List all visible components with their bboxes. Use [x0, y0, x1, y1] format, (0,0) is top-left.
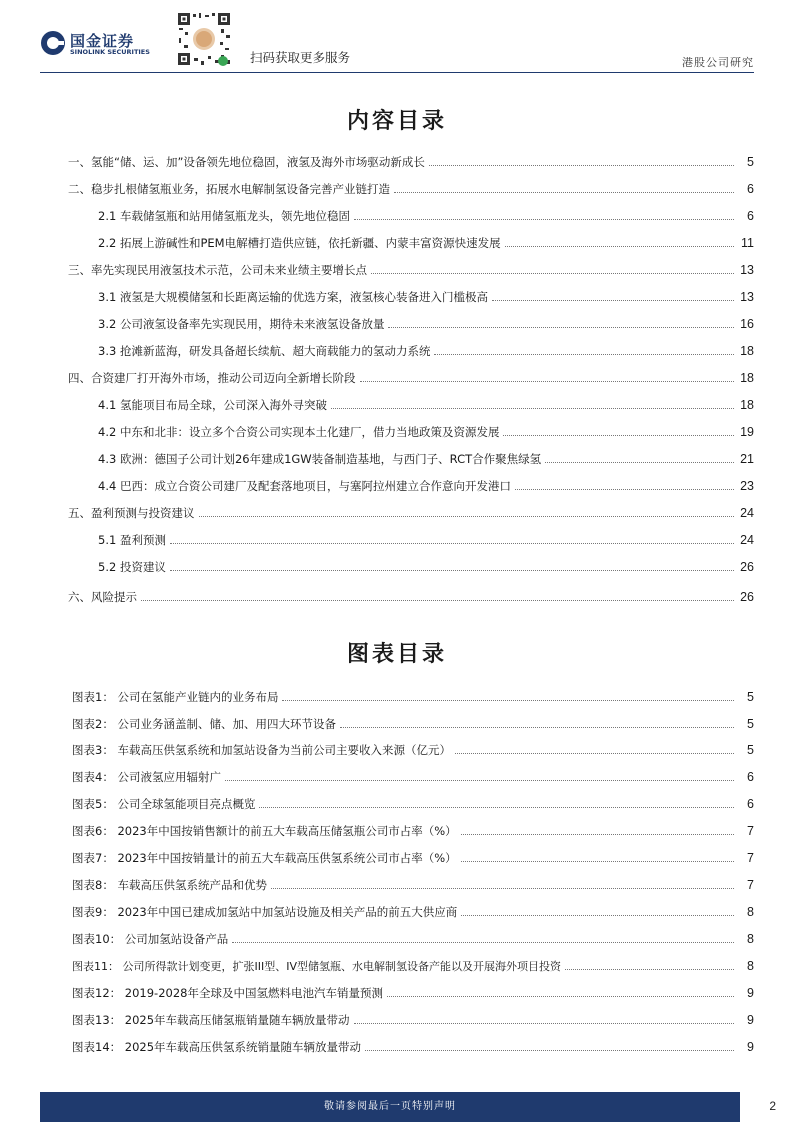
toc-leader [565, 969, 734, 970]
page-number: 2 [769, 1099, 776, 1113]
toc-leader [461, 915, 734, 916]
figure-entry-label: 图表9： 2023年中国已建成加氢站中加氢站设施及相关产品的前五大供应商 [72, 905, 458, 919]
figure-entry-label: 图表12： 2019-2028年全球及中国氢燃料电池汽车销量预测 [72, 986, 383, 1000]
figure-entry-label: 图表3： 车载高压供氢系统和加氢站设备为当前公司主要收入来源（亿元） [72, 743, 451, 757]
toc-entry-label: 3.3 抢滩新蓝海，研发具备超长续航、超大商载能力的氢动力系统 [98, 344, 431, 358]
toc-entry-page: 13 [740, 290, 754, 304]
figure-entry-label: 图表10： 公司加氢站设备产品 [72, 932, 229, 946]
toc-leader [461, 834, 734, 835]
figure-entry[interactable] [72, 956, 754, 976]
toc-leader [388, 327, 734, 328]
toc-entry-label: 4.1 氢能项目布局全球，公司深入海外寻突破 [98, 398, 327, 412]
figure-entry-label: 图表11： 公司所得款计划变更，扩张III型、IV型储氢瓶、水电解制氢设备产能以及开展海外项目投资 [72, 960, 561, 973]
figure-entry-page: 9 [747, 1040, 754, 1054]
figure-entry-page: 5 [747, 717, 754, 731]
figure-entry-page: 7 [747, 878, 754, 892]
toc-entry-page: 6 [747, 182, 754, 196]
figure-entry[interactable] [72, 929, 754, 949]
figure-entry-page: 8 [747, 905, 754, 919]
toc-entry-label: 四、合资建厂打开海外市场，推动公司迈向全新增长阶段 [68, 371, 356, 385]
figure-entry[interactable] [72, 1037, 754, 1057]
toc-entry-label: 5.2 投资建议 [98, 560, 166, 574]
figure-entry-page: 6 [747, 797, 754, 811]
toc-entry[interactable] [68, 587, 754, 607]
toc-leader [492, 300, 734, 301]
toc-entry[interactable] [68, 179, 754, 199]
toc-entry[interactable] [68, 368, 754, 388]
toc-leader [365, 1050, 734, 1051]
toc-entry-label: 4.3 欧洲：德国子公司计划26年建成1GW装备制造基地，与西门子、RCT合作聚焦绿氢 [98, 452, 542, 466]
figure-entry-page: 7 [747, 851, 754, 865]
figure-entry-page: 9 [747, 986, 754, 1000]
toc-leader [360, 381, 735, 382]
toc-entry-label: 三、率先实现民用液氢技术示范，公司未来业绩主要增长点 [68, 263, 367, 277]
footer-disclaimer: 敬请参阅最后一页特别声明 [324, 1101, 456, 1112]
toc-entry-label: 一、氢能“储、运、加”设备领先地位稳固，液氢及海外市场驱动新成长 [68, 155, 425, 169]
toc-entry-label: 3.1 液氢是大规模储氢和长距离运输的优选方案，液氢核心装备进入门槛极高 [98, 290, 488, 304]
logo-english-name: SINOLINK SECURITIES [70, 48, 150, 56]
toc-leader [354, 1023, 734, 1024]
figure-entry-page: 7 [747, 824, 754, 838]
toc-entry[interactable] [98, 206, 754, 226]
toc-entry-label: 六、风险提示 [68, 590, 137, 604]
page-header [0, 0, 794, 75]
toc-leader [170, 570, 734, 571]
toc-entry-label: 3.2 公司液氢设备率先实现民用，期待未来液氢设备放量 [98, 317, 385, 331]
toc-entry-label: 4.4 巴西：成立合资公司建厂及配套落地项目，与塞阿拉州建立合作意向开发港口 [98, 479, 511, 493]
toc-leader [282, 700, 734, 701]
figure-entry-page: 8 [747, 932, 754, 946]
toc-leader [434, 354, 734, 355]
toc-entry[interactable] [98, 314, 754, 334]
toc-leader [225, 780, 734, 781]
toc-leader [232, 942, 734, 943]
toc-entry[interactable] [98, 530, 754, 550]
toc-entry-page: 21 [740, 452, 754, 466]
toc-entry-page: 23 [740, 479, 754, 493]
toc-entry-label: 2.1 车载储氢瓶和站用储氢瓶龙头，领先地位稳固 [98, 209, 350, 223]
toc-leader [259, 807, 734, 808]
figure-entry-label: 图表14： 2025年车载高压供氢系统销量随车辆放量带动 [72, 1040, 362, 1054]
toc-entry-page: 16 [740, 317, 754, 331]
toc-leader [394, 192, 734, 193]
report-type-label: 港股公司研究 [682, 56, 754, 69]
toc-title: 内容目录 [346, 108, 447, 134]
figure-entry-page: 9 [747, 1013, 754, 1027]
toc-entry-page: 19 [740, 425, 754, 439]
toc-entry-page: 24 [740, 533, 754, 547]
logo-chinese-name: 国金证券 [70, 32, 135, 50]
toc-entry-page: 18 [740, 371, 754, 385]
toc-entry[interactable] [68, 260, 754, 280]
figure-entry-label: 图表8： 车载高压供氢系统产品和优势 [72, 878, 267, 892]
figure-entry[interactable] [72, 821, 754, 841]
figure-entry-label: 图表13： 2025年车载高压储氢瓶销量随车辆放量带动 [72, 1013, 350, 1027]
toc-leader [545, 462, 734, 463]
figure-entry[interactable] [72, 875, 754, 895]
toc-entry[interactable] [98, 287, 754, 307]
figure-entry-label: 图表5： 公司全球氢能项目亮点概览 [72, 797, 256, 811]
toc-entry[interactable] [98, 476, 754, 496]
toc-leader [505, 246, 734, 247]
toc-leader [387, 996, 734, 997]
toc-entry-label: 5.1 盈利预测 [98, 533, 166, 547]
toc-entry-page: 26 [740, 590, 754, 604]
company-logo [40, 26, 155, 60]
toc-leader [331, 408, 734, 409]
toc-leader [199, 516, 735, 517]
toc-entry-page: 24 [740, 506, 754, 520]
figure-entry-label: 图表6： 2023年中国按销售额计的前五大车载高压储氢瓶公司市占率（%） [72, 824, 457, 838]
figure-entry-label: 图表1： 公司在氢能产业链内的业务布局 [72, 690, 279, 704]
toc-entry[interactable] [98, 233, 754, 253]
qr-code-icon[interactable] [175, 10, 233, 68]
toc-entry[interactable] [98, 422, 754, 442]
toc-entry-page: 11 [741, 236, 754, 250]
figures-title: 图表目录 [346, 641, 447, 667]
toc-leader [340, 727, 734, 728]
toc-entry-label: 2.2 拓展上游碱性和PEM电解槽打造供应链，依托新疆、内蒙丰富资源快速发展 [98, 236, 501, 250]
figure-entry[interactable] [72, 794, 754, 814]
toc-leader [371, 273, 734, 274]
toc-leader [271, 888, 734, 889]
toc-entry[interactable] [98, 395, 754, 415]
figure-entry-page: 6 [747, 770, 754, 784]
toc-leader [503, 435, 734, 436]
sinolink-logo-icon [40, 30, 66, 56]
figure-entry[interactable] [72, 1010, 754, 1030]
toc-leader [461, 861, 734, 862]
figure-entry[interactable] [72, 687, 754, 707]
figure-entry[interactable] [72, 767, 754, 787]
toc-leader [354, 219, 734, 220]
toc-entry[interactable] [98, 341, 754, 361]
toc-entry[interactable] [68, 503, 754, 523]
toc-entry-page: 5 [747, 155, 754, 169]
toc-entry-label: 二、稳步扎根储氢瓶业务，拓展水电解制氢设备完善产业链打造 [68, 182, 390, 196]
toc-leader [455, 753, 734, 754]
toc-entry-page: 18 [740, 344, 754, 358]
header-divider [40, 72, 754, 73]
toc-leader [515, 489, 734, 490]
qr-caption: 扫码获取更多服务 [250, 50, 351, 65]
figure-entry[interactable] [72, 902, 754, 922]
toc-entry-page: 13 [740, 263, 754, 277]
toc-entry-label: 五、盈利预测与投资建议 [68, 506, 195, 520]
toc-leader [429, 165, 734, 166]
toc-leader [170, 543, 734, 544]
figure-entry-page: 5 [747, 690, 754, 704]
figure-entry[interactable] [72, 740, 754, 760]
figure-entry[interactable] [72, 983, 754, 1003]
figure-entry[interactable] [72, 848, 754, 868]
figure-entry-label: 图表7： 2023年中国按销量计的前五大车载高压供氢系统公司市占率（%） [72, 851, 457, 865]
toc-entry[interactable] [98, 449, 754, 469]
figure-entry-label: 图表2： 公司业务涵盖制、储、加、用四大环节设备 [72, 717, 336, 731]
toc-entry[interactable] [68, 152, 754, 172]
figure-entry-label: 图表4： 公司液氢应用辐射广 [72, 770, 221, 784]
figure-entry-page: 5 [747, 743, 754, 757]
toc-entry-page: 18 [740, 398, 754, 412]
figure-entry[interactable] [72, 714, 754, 734]
toc-leader [141, 600, 734, 601]
toc-entry-page: 26 [740, 560, 754, 574]
toc-entry[interactable] [98, 557, 754, 577]
toc-entry-label: 4.2 中东和北非：设立多个合资公司实现本土化建厂，借力当地政策及资源发展 [98, 425, 500, 439]
toc-entry-page: 6 [747, 209, 754, 223]
figure-entry-page: 8 [747, 959, 754, 973]
